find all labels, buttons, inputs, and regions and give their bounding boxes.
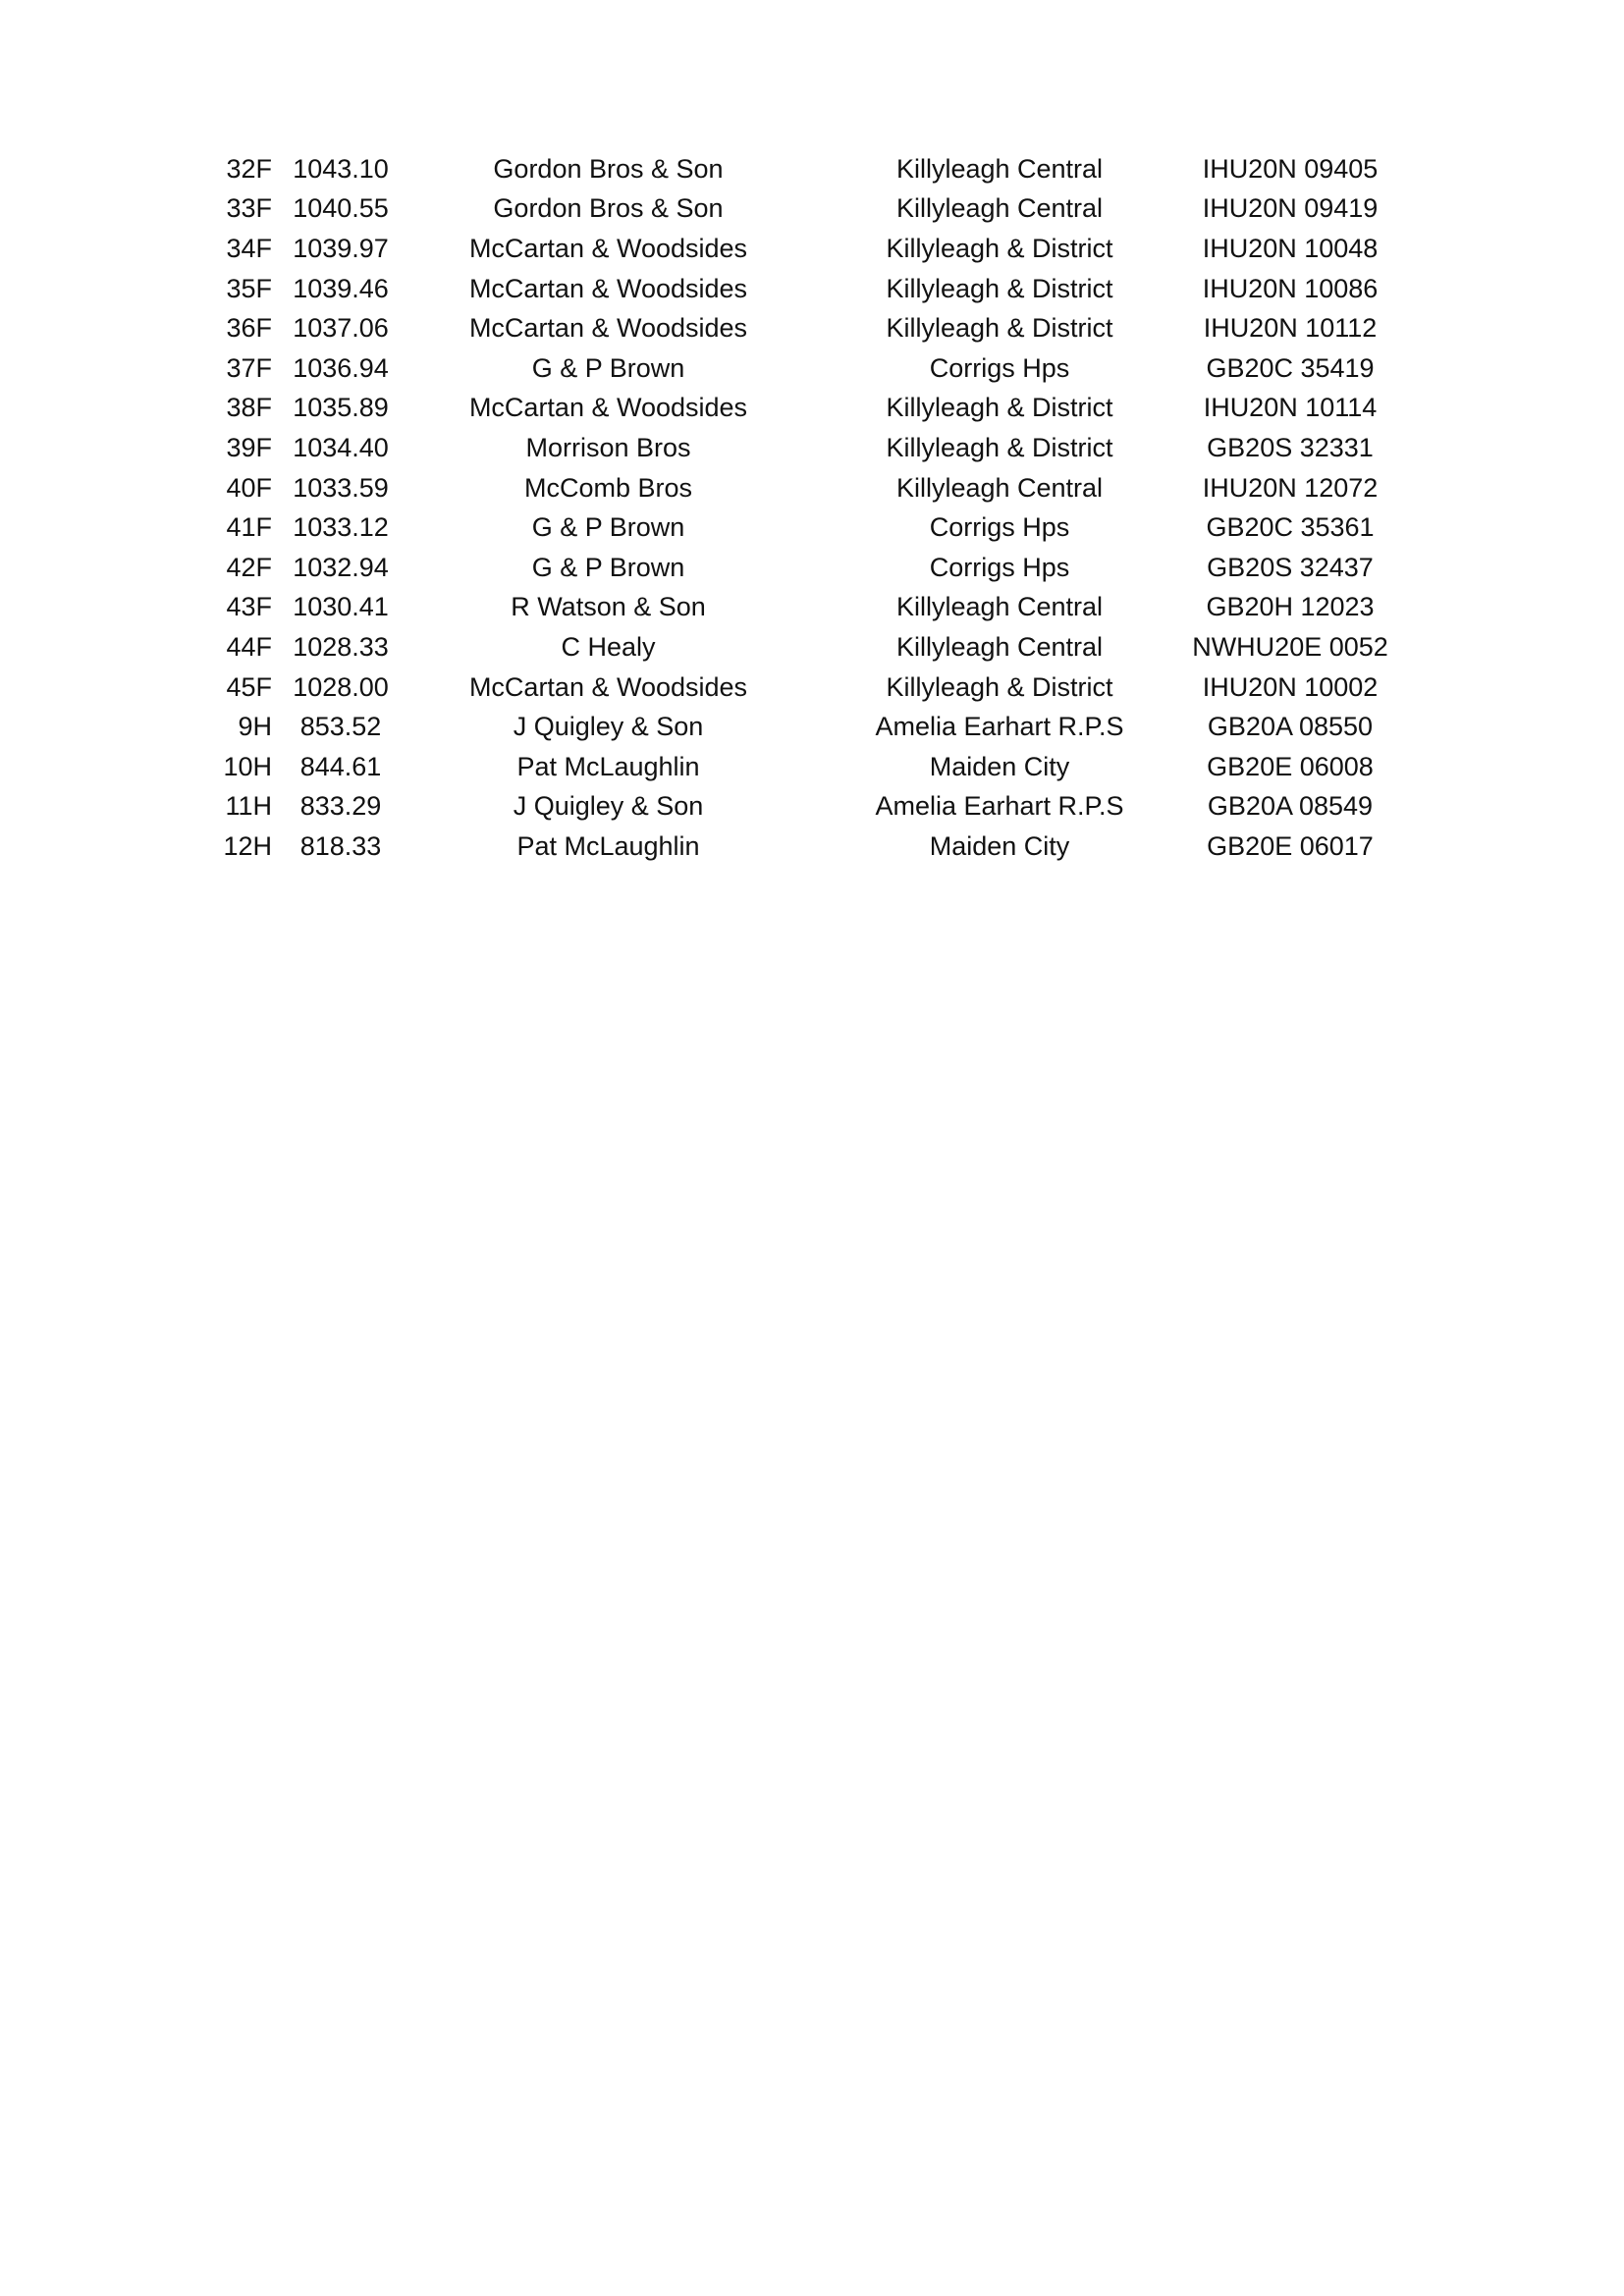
table-row <box>201 747 1388 787</box>
position-cell: 39F <box>226 432 272 462</box>
name-cell: Morrison Bros <box>525 432 691 462</box>
position-cell: 34F <box>226 233 272 263</box>
ring-number-cell: IHU20N 10112 <box>1203 313 1378 344</box>
velocity-cell: 1040.55 <box>293 193 389 224</box>
velocity-cell: 1036.94 <box>293 352 389 383</box>
position-cell: 38F <box>226 393 272 423</box>
ring-number-cell: IHU20N 09405 <box>1202 153 1379 184</box>
position-cell: 9H <box>238 712 272 742</box>
velocity-cell: 853.52 <box>299 712 382 742</box>
position-cell: 45F <box>226 671 272 702</box>
club-cell: Killyleagh Central <box>895 193 1104 224</box>
name-cell: McCartan & Woodsides <box>468 273 748 303</box>
ring-number-cell: GB20E 06008 <box>1207 751 1374 781</box>
position-cell: 37F <box>226 352 272 383</box>
velocity-cell: 1033.59 <box>293 472 389 503</box>
position-cell: 43F <box>226 592 272 622</box>
ring-number-cell: GB20A 08550 <box>1207 712 1374 742</box>
table-row <box>201 787 1388 828</box>
table-row <box>201 627 1388 667</box>
position-cell: 44F <box>226 631 272 662</box>
position-cell: 12H <box>223 830 272 861</box>
name-cell: G & P Brown <box>531 512 685 543</box>
velocity-cell: 1028.33 <box>293 631 389 662</box>
club-cell: Corrigs Hps <box>929 512 1070 543</box>
club-cell: Killyleagh Central <box>895 592 1104 622</box>
table-row <box>201 707 1388 747</box>
ring-number-cell: IHU20N 10048 <box>1202 233 1379 263</box>
position-cell: 32F <box>226 153 272 184</box>
ring-number-cell: IHU20N 09419 <box>1202 193 1379 224</box>
velocity-cell: 1034.40 <box>293 432 389 462</box>
table-row <box>201 827 1388 867</box>
club-cell: Killyleagh & District <box>886 313 1113 344</box>
position-cell: 11H <box>225 791 272 822</box>
position-cell: 41F <box>226 512 272 543</box>
table-row <box>201 428 1388 468</box>
velocity-cell: 1030.41 <box>293 592 389 622</box>
table-row <box>201 468 1388 508</box>
velocity-cell: 833.29 <box>299 791 382 822</box>
name-cell: McCartan & Woodsides <box>468 671 748 702</box>
table-row <box>201 348 1388 389</box>
results-table-body <box>201 149 1388 867</box>
club-cell: Amelia Earhart R.P.S <box>875 791 1124 822</box>
club-cell: Killyleagh Central <box>895 472 1104 503</box>
velocity-cell: 1037.06 <box>293 313 389 344</box>
club-cell: Amelia Earhart R.P.S <box>875 712 1124 742</box>
velocity-cell: 844.61 <box>299 751 382 781</box>
name-cell: J Quigley & Son <box>513 712 704 742</box>
position-cell: 36F <box>226 313 272 344</box>
name-cell: R Watson & Son <box>511 592 706 622</box>
results-table <box>201 149 1388 867</box>
name-cell: McCartan & Woodsides <box>468 313 748 344</box>
table-row <box>201 189 1388 230</box>
velocity-cell: 818.33 <box>299 830 382 861</box>
ring-number-cell: IHU20N 10086 <box>1202 273 1379 303</box>
name-cell: J Quigley & Son <box>513 791 704 822</box>
ring-number-cell: IHU20N 10114 <box>1203 393 1378 423</box>
velocity-cell: 1028.00 <box>293 671 389 702</box>
velocity-cell: 1039.46 <box>293 273 389 303</box>
ring-number-cell: GB20A 08549 <box>1207 791 1374 822</box>
name-cell: McCartan & Woodsides <box>468 393 748 423</box>
ring-number-cell: GB20C 35419 <box>1206 352 1375 383</box>
table-row <box>201 308 1388 348</box>
velocity-cell: 1032.94 <box>293 552 389 582</box>
velocity-cell: 1043.10 <box>293 153 389 184</box>
table-row <box>201 667 1388 708</box>
club-cell: Maiden City <box>929 830 1070 861</box>
ring-number-cell: GB20H 12023 <box>1206 592 1375 622</box>
club-cell: Killyleagh Central <box>895 153 1104 184</box>
ring-number-cell: NWHU20E 0052 <box>1192 631 1388 662</box>
name-cell: Gordon Bros & Son <box>493 193 724 224</box>
velocity-cell: 1035.89 <box>293 393 389 423</box>
table-row <box>201 548 1388 588</box>
name-cell: Pat McLaughlin <box>516 830 700 861</box>
name-cell: C Healy <box>561 631 656 662</box>
velocity-cell: 1033.12 <box>293 512 389 543</box>
ring-number-cell: GB20S 32437 <box>1207 552 1374 582</box>
position-cell: 10H <box>223 751 272 781</box>
ring-number-cell: IHU20N 12072 <box>1202 472 1379 503</box>
ring-number-cell: GB20C 35361 <box>1206 512 1375 543</box>
position-cell: 42F <box>226 552 272 582</box>
position-cell: 40F <box>226 472 272 503</box>
name-cell: Pat McLaughlin <box>516 751 700 781</box>
position-cell: 33F <box>226 193 272 224</box>
table-row <box>201 149 1388 189</box>
club-cell: Killyleagh & District <box>886 233 1113 263</box>
club-cell: Killyleagh & District <box>886 671 1113 702</box>
club-cell: Corrigs Hps <box>929 352 1070 383</box>
ring-number-cell: GB20S 32331 <box>1207 432 1374 462</box>
table-row <box>201 269 1388 309</box>
name-cell: G & P Brown <box>531 552 685 582</box>
table-row <box>201 389 1388 429</box>
name-cell: G & P Brown <box>531 352 685 383</box>
table-row <box>201 588 1388 628</box>
club-cell: Corrigs Hps <box>929 552 1070 582</box>
club-cell: Maiden City <box>929 751 1070 781</box>
position-cell: 35F <box>226 273 272 303</box>
name-cell: McComb Bros <box>523 472 693 503</box>
club-cell: Killyleagh & District <box>886 432 1113 462</box>
name-cell: Gordon Bros & Son <box>493 153 724 184</box>
club-cell: Killyleagh & District <box>886 273 1113 303</box>
table-row <box>201 507 1388 548</box>
table-row <box>201 229 1388 269</box>
velocity-cell: 1039.97 <box>293 233 389 263</box>
ring-number-cell: IHU20N 10002 <box>1202 671 1379 702</box>
club-cell: Killyleagh & District <box>886 393 1113 423</box>
club-cell: Killyleagh Central <box>895 631 1104 662</box>
ring-number-cell: GB20E 06017 <box>1207 830 1374 861</box>
name-cell: McCartan & Woodsides <box>468 233 748 263</box>
